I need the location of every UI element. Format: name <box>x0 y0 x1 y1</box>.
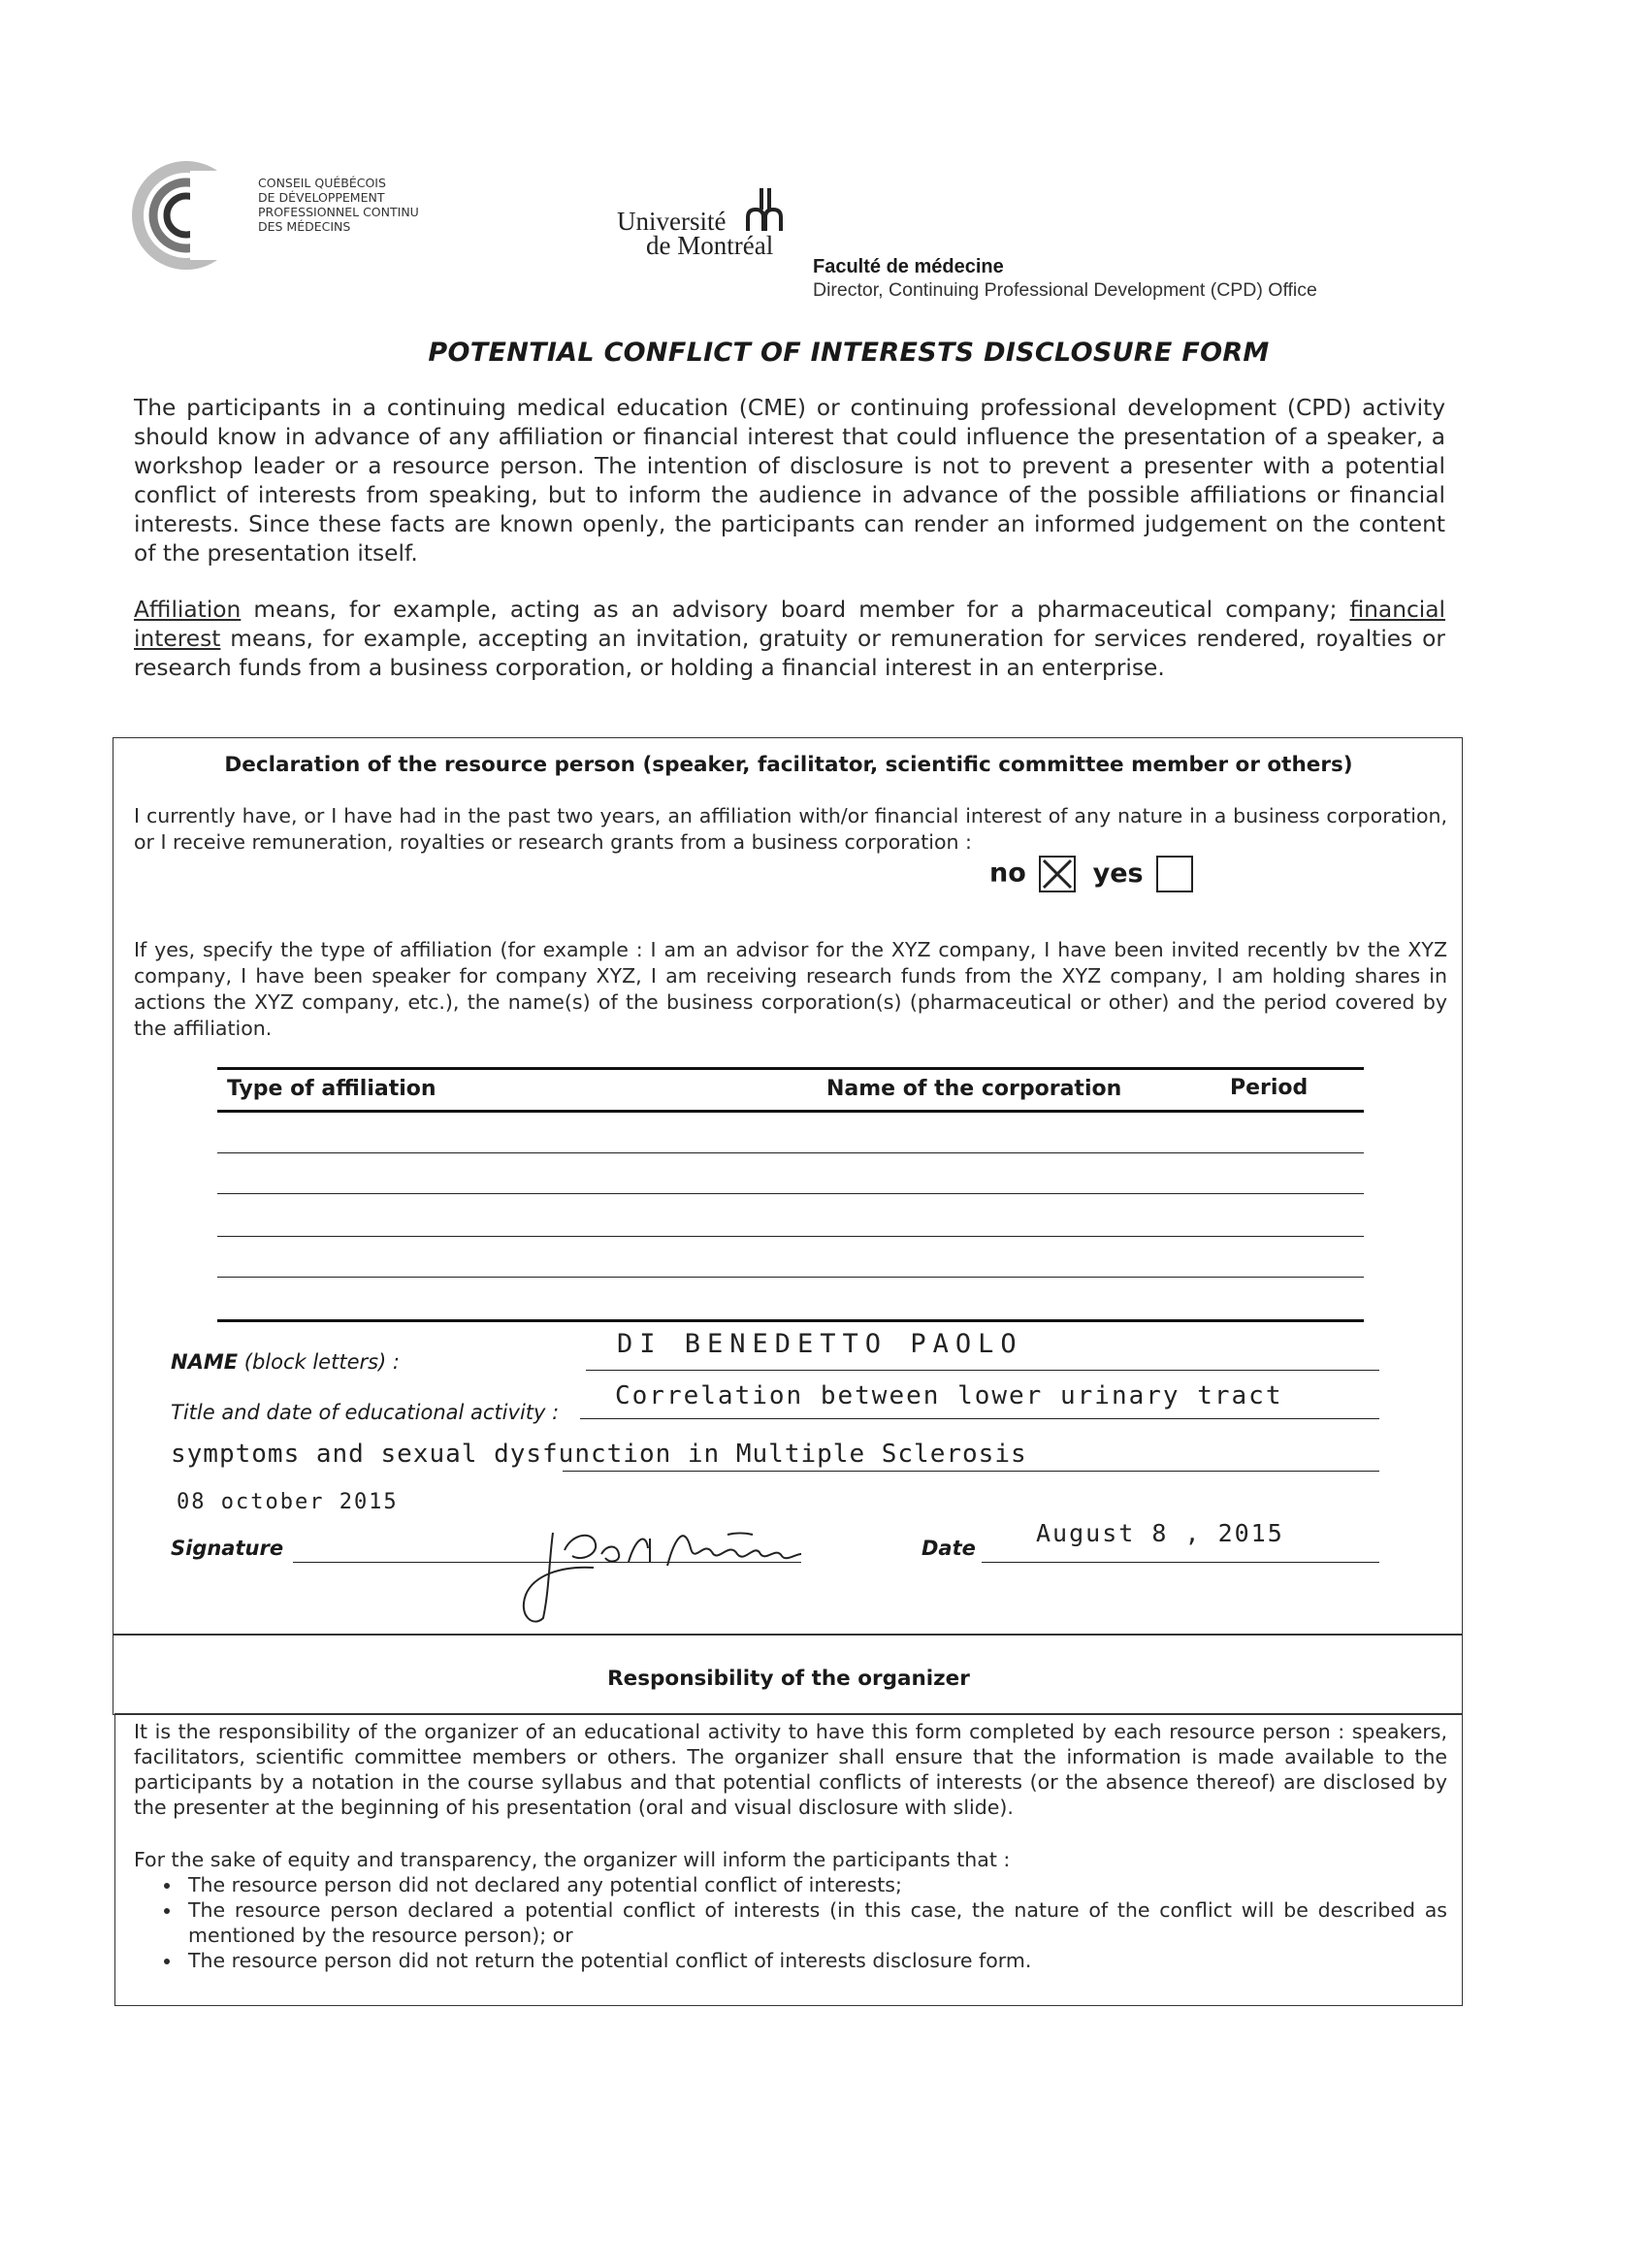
signature-label: Signature <box>171 1537 284 1560</box>
table-top-rule <box>217 1067 1364 1070</box>
udem-logo-icon <box>745 188 786 233</box>
definition-paragraph: Affiliation means, for example, acting as an advisory board member for a pharmaceutical company; financial interest means, for example, accepting an invitation, gratuity or remuneration for services rendered, royalties or research funds from a business corporation, or holding a financial interest in an enterprise. <box>134 597 1445 681</box>
date-label: Date <box>922 1537 976 1560</box>
bullet-item: • The resource person did not return the potential conflict of interests disclosure form. <box>182 1948 1447 1973</box>
table-row-line[interactable] <box>217 1236 1364 1237</box>
organizer-bullets <box>134 1872 1447 1973</box>
udem-wordmark: Université de Montréal <box>617 207 774 260</box>
activity-value-line1[interactable]: Correlation between lower urinary tract <box>615 1381 1283 1410</box>
table-row-line[interactable] <box>217 1193 1364 1194</box>
cqdpcm-logo <box>132 161 241 270</box>
organizer-heading: Responsibility of the organizer <box>607 1667 970 1691</box>
yes-checkbox[interactable] <box>1156 856 1193 892</box>
bullet-item: • The resource person declared a potential conflict of interests (in this case, the nature of the conflict will be described as mentioned by the resource person); or <box>182 1897 1447 1948</box>
director-title: Director, Continuing Professional Development (CPD) Office <box>813 279 1317 301</box>
no-label: no <box>989 858 1026 889</box>
yes-label: yes <box>1092 858 1144 889</box>
faculty-name: Faculté de médecine <box>813 256 1004 277</box>
date-line <box>982 1562 1379 1563</box>
form-title: POTENTIAL CONFLICT OF INTERESTS DISCLOSURE FORM <box>428 338 1270 368</box>
activity-line2 <box>563 1471 1379 1472</box>
name-label: NAME (block letters) : <box>171 1350 401 1374</box>
declaration-heading: Declaration of the resource person (speaker, facilitator, scientific committee member or others) <box>224 753 1353 777</box>
activity-line1 <box>580 1418 1379 1419</box>
intro-paragraph: The participants in a continuing medical education (CME) or continuing professional development (CPD) activity should know in advance of any affiliation or financial interest that could influence the presentation of a speaker, a workshop leader or a resource person. The intention of disclosure is not to prevent a presenter with a potential conflict of interests from speaking, but to inform the audience in advance of the possible affiliations or financial interests. Since these facts are known openly, the participants can render an informed judgement on the content of the presentation itself. <box>134 395 1445 567</box>
bullet-item: • The resource person did not declared any potential conflict of interests; <box>182 1872 1447 1897</box>
table-bottom-rule <box>217 1319 1364 1322</box>
term-affiliation: Affiliation <box>134 597 242 623</box>
if-yes-instructions: If yes, specify the type of affiliation (for example : I am an advisor for the XYZ company, I have been invited recently bv the XYZ company, I have been speaker for company XYZ, I am receiving research funds from the XYZ company, I am holding shares in actions the XYZ company, etc.), the name(s) of the business corporation(s) (pharmaceutical or other) and the period covered by the affiliation. <box>134 938 1447 1040</box>
table-header-rule <box>217 1110 1364 1113</box>
col-period: Period <box>1230 1076 1309 1100</box>
date-value[interactable]: August 8 , 2015 <box>1036 1519 1284 1547</box>
signature-mark[interactable] <box>504 1494 834 1630</box>
declaration-statement: I currently have, or I have had in the past two years, an affiliation with/or financial interest of any nature in a business corporation, or I receive remuneration, royalties or research grants from a business corporation : <box>134 804 1447 854</box>
cqdpcm-name: CONSEIL QUÉBÉCOIS DE DÉVELOPPEMENT PROFESSIONNEL CONTINU DES MÉDECINS <box>258 176 419 234</box>
activity-label: Title and date of educational activity : <box>171 1401 560 1424</box>
term-financial: financial <box>1349 597 1445 623</box>
table-row-line[interactable] <box>217 1277 1364 1278</box>
col-name-of-corporation: Name of the corporation <box>826 1077 1122 1101</box>
activity-value-line2[interactable]: symptoms and sexual dysfunction in Multiple Sclerosis <box>171 1440 1027 1469</box>
organizer-paragraph: It is the responsibility of the organizer of an educational activity to have this form completed by each resource person : speakers, facilitators, scientific committee members or others. The organizer shall ensure that the information is made available to the participants by a notation in the course syllabus and that potential conflicts of interests (or the absence thereof) are disclosed by the presenter at the beginning of his presentation (oral and visual disclosure with slide). <box>134 1720 1447 1819</box>
name-value[interactable]: DI BENEDETTO PAOLO <box>617 1329 1023 1359</box>
col-type-of-affiliation: Type of affiliation <box>227 1077 436 1101</box>
activity-date-value[interactable]: 08 october 2015 <box>177 1490 399 1514</box>
conflict-answer <box>989 856 1193 892</box>
name-line <box>586 1370 1379 1371</box>
term-interest: interest <box>134 626 221 652</box>
no-checkbox[interactable] <box>1039 856 1076 892</box>
equity-intro: For the sake of equity and transparency, the organizer will inform the participants that : <box>134 1848 1011 1871</box>
table-row-line[interactable] <box>217 1152 1364 1153</box>
